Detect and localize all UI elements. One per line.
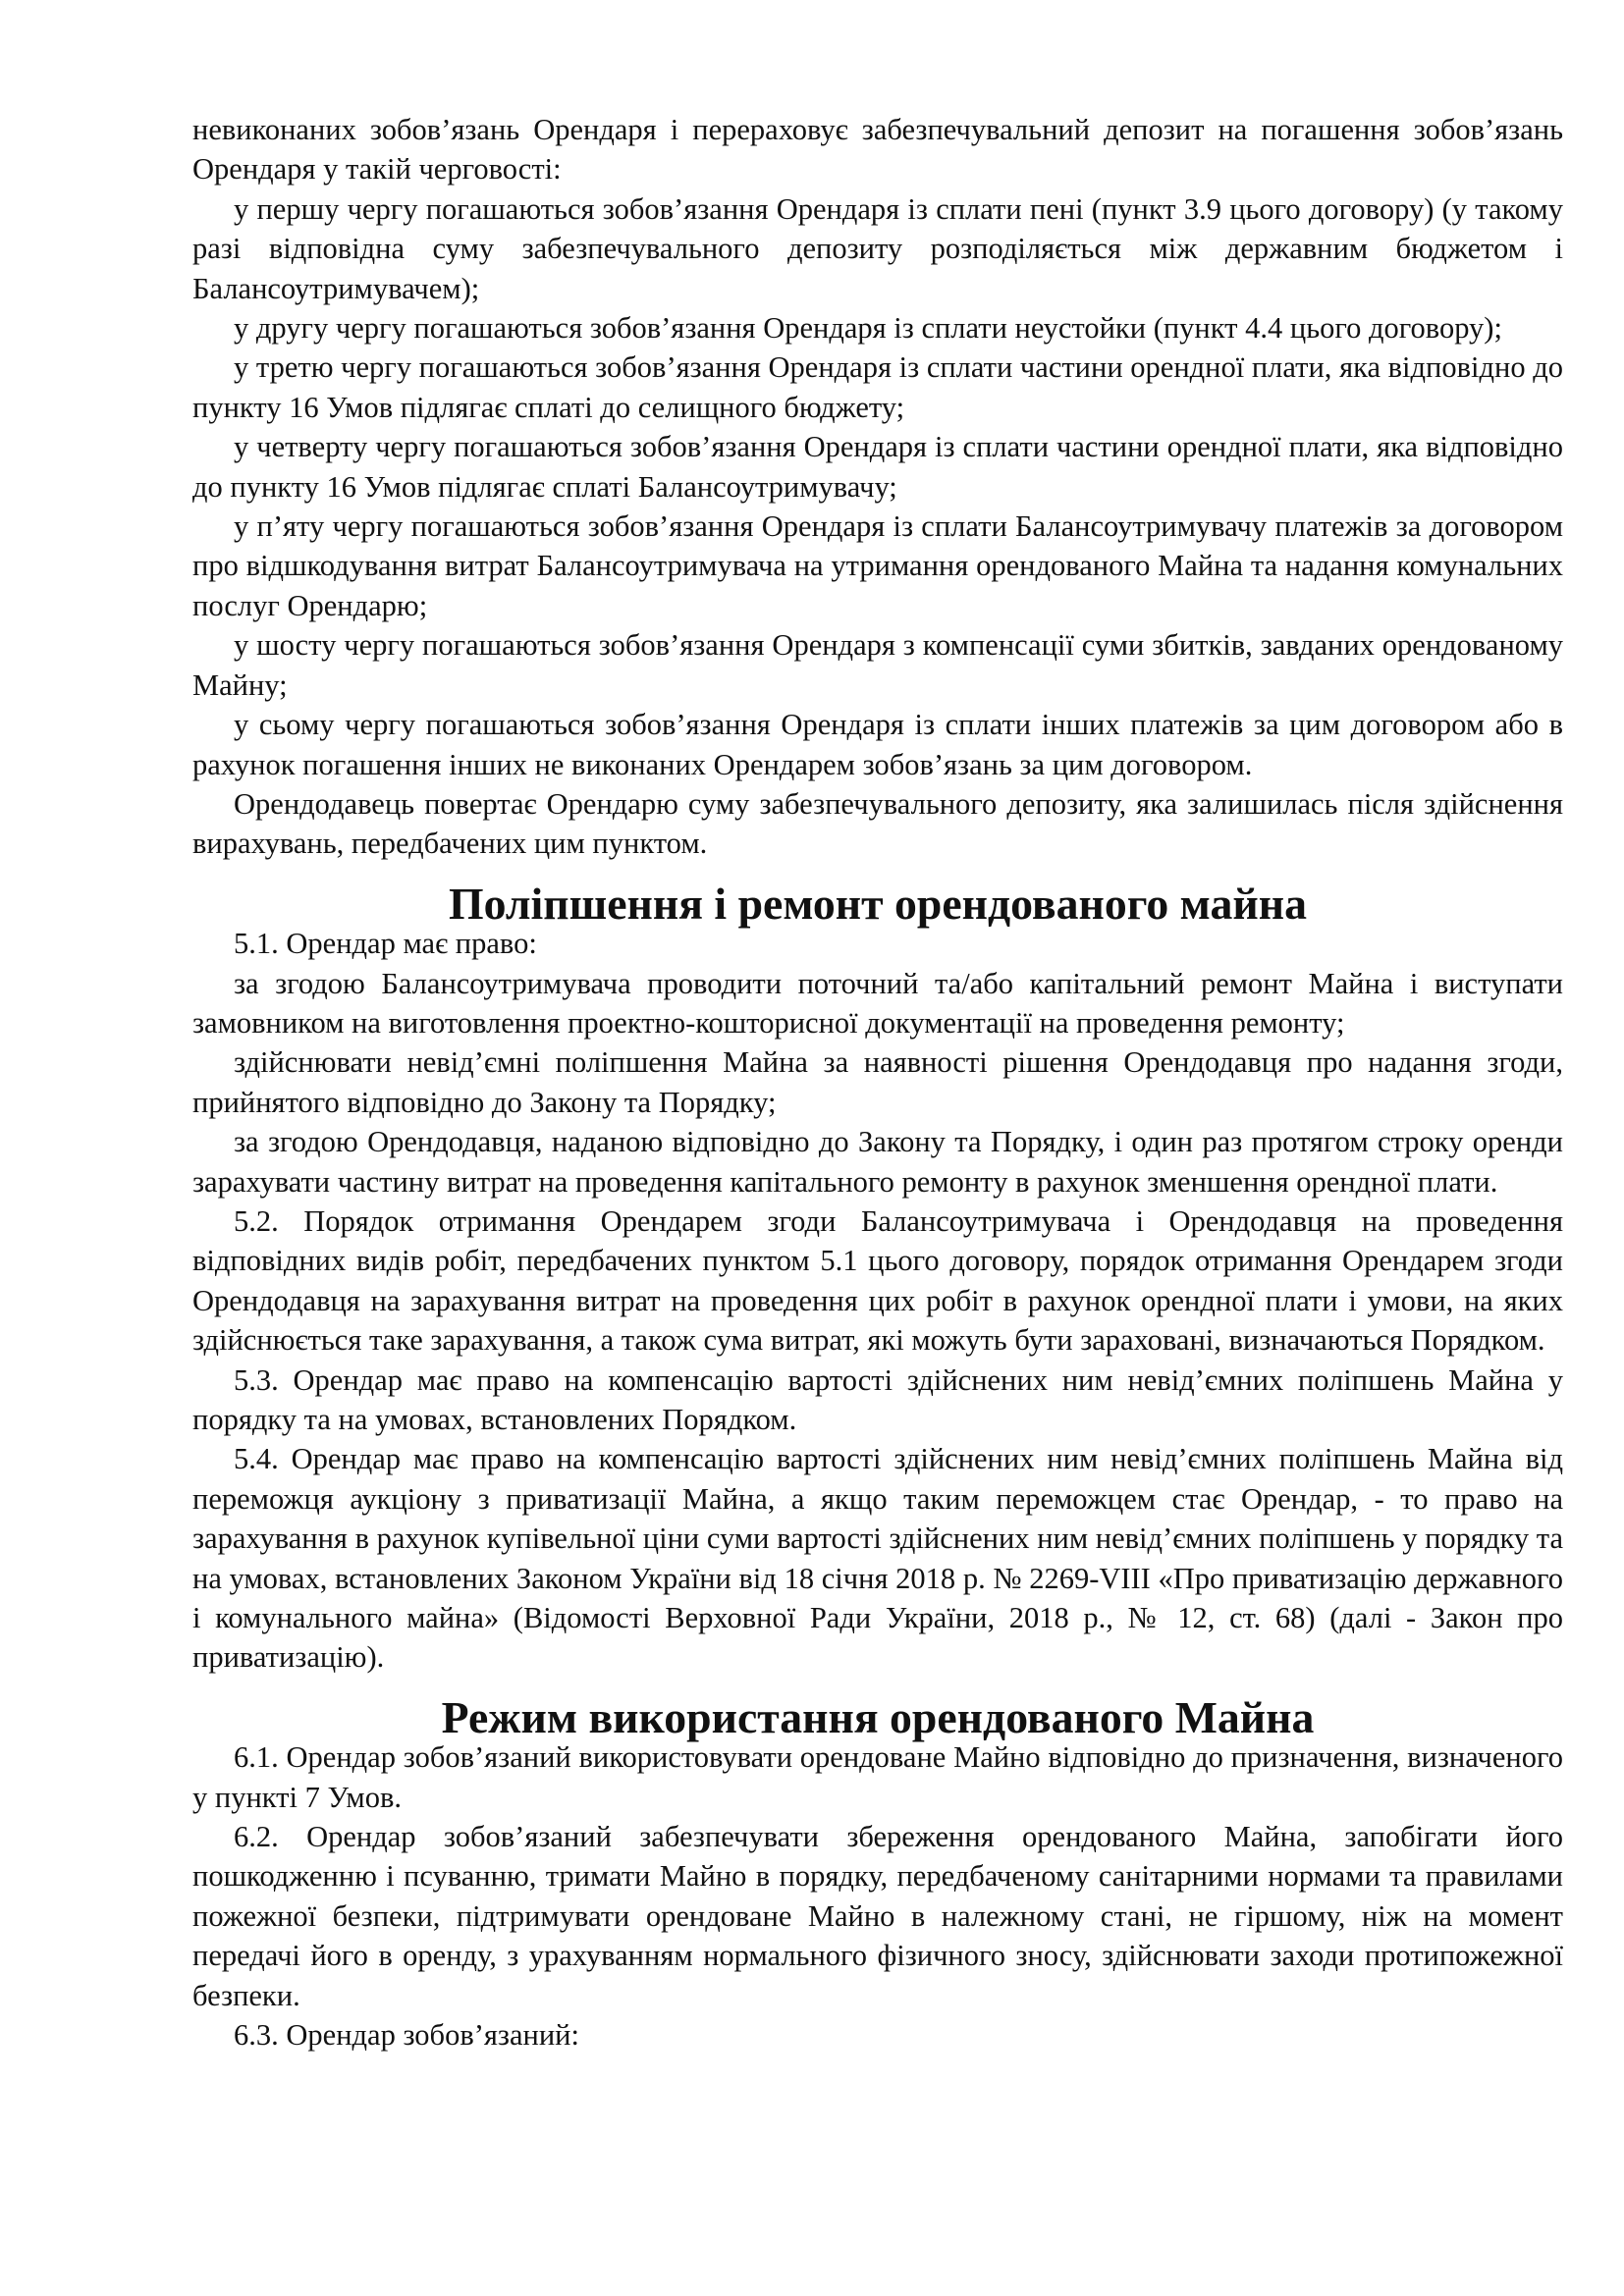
paragraph: у четверту чергу погашаються зобов’язання Орендаря із сплати частини орендної плати, яка відповідно до пункту 16 Умов підлягає сплаті Балансоутримувачу; xyxy=(192,430,1563,504)
paragraph: здійснювати невід’ємні поліпшення Майна за наявності рішення Орендодавця про надання згоди, прийнятого відповідно до Закону та Порядку; xyxy=(192,1045,1563,1119)
paragraph: 5.2. Порядок отримання Орендарем згоди Балансоутримувача і Орендодавця на проведення відповідних видів робіт, передбачених пунктом 5.1 цього договору, порядок отримання Орендарем згоди Орендодавця на зарахування витрат на проведення цих робіт в рахунок орендної плати і умови, на яких здійснюється таке зарахування, а також сума витрат, які можуть бути зараховані, визначаються Порядком. xyxy=(192,1203,1563,1358)
paragraph: Орендодавець повертає Орендарю суму забезпечувального депозиту, яка залишилась після здійснення вирахувань, передбачених цим пунктом. xyxy=(192,786,1563,861)
paragraph: у другу чергу погашаються зобов’язання Орендаря із сплати неустойки (пункт 4.4 цього договору); xyxy=(234,311,1502,346)
paragraph: у першу чергу погашаються зобов’язання Орендаря із сплати пені (пункт 3.9 цього договору) (у такому разі відповідна суму забезпечувального депозиту розподіляється між державним бюджетом і Балансоутримувачем); xyxy=(192,191,1563,305)
paragraph: невиконаних зобов’язань Орендаря і перераховує забезпечувальний депозит на погашення зобов’язань Орендаря у такій черговості: xyxy=(192,113,1563,187)
section-heading: Поліпшення і ремонт орендованого майна xyxy=(449,878,1307,929)
paragraph: 5.4. Орендар має право на компенсацію вартості здійснених ним невід’ємних поліпшень Майна від переможця аукціону з приватизації Майна, а якщо таким переможцем стає Орендар, - то право на зарахування в рахунок купівельної ціни суми вартості здійснених ним невід’ємних поліпшень у порядку та на умовах, встановлених Законом України від 18 січня 2018 р. № 2269-VIII «Про приватизацію державного і комунального майна» (Відомості Верховної Ради України, 2018 р., № 12, ст. 68) (далі - Закон про приватизацію). xyxy=(192,1442,1563,1675)
paragraph: у шосту чергу погашаються зобов’язання Орендаря з компенсації суми збитків, завданих орендованому Майну; xyxy=(192,628,1563,702)
paragraph: 6.2. Орендар зобов’язаний забезпечувати збереження орендованого Майна, запобігати його пошкодженню і псуванню, тримати Майно в порядку, передбаченому санітарними нормами та правилами пожежної безпеки, підтримувати орендоване Майно в належному стані, не гіршому, ніж на момент передачі його в оренду, з урахуванням нормального фізичного зносу, здійснювати заходи протипожежної безпеки. xyxy=(192,1820,1563,2012)
paragraph: 6.1. Орендар зобов’язаний використовувати орендоване Майно відповідно до призначення, визначеного у пункті 7 Умов. xyxy=(192,1740,1563,1814)
paragraph: 5.3. Орендар має право на компенсацію вартості здійснених ним невід’ємних поліпшень Майна у порядку та на умовах, встановлених Порядком. xyxy=(192,1362,1563,1436)
paragraph: у сьому чергу погашаються зобов’язання Орендаря із сплати інших платежів за цим договором або в рахунок погашення інших не виконаних Орендарем зобов’язань за цим договором. xyxy=(192,708,1563,781)
paragraph: за згодою Орендодавця, наданою відповідно до Закону та Порядку, і один раз протягом строку оренди зарахувати частину витрат на проведення капітального ремонту в рахунок зменшення орендної плати. xyxy=(192,1125,1563,1199)
paragraph: 6.3. Орендар зобов’язаний: xyxy=(234,2018,579,2053)
document-page xyxy=(192,110,1563,2056)
paragraph: за згодою Балансоутримувача проводити поточний та/або капітальний ремонт Майна і виступати замовником на виготовлення проектно-кошторисної документації на проведення ремонту; xyxy=(192,966,1563,1040)
paragraph: 5.1. Орендар має право: xyxy=(234,927,537,961)
section-heading: Режим використання орендованого Майна xyxy=(441,1691,1315,1742)
paragraph: у третю чергу погашаються зобов’язання Орендаря із сплати частини орендної плати, яка відповідно до пункту 16 Умов підлягає сплаті до селищного бюджету; xyxy=(192,350,1563,424)
paragraph: у п’яту чергу погашаються зобов’язання Орендаря із сплати Балансоутримувачу платежів за договором про відшкодування витрат Балансоутримувача на утримання орендованого Майна та надання комунальних послуг Орендарю; xyxy=(192,509,1563,622)
